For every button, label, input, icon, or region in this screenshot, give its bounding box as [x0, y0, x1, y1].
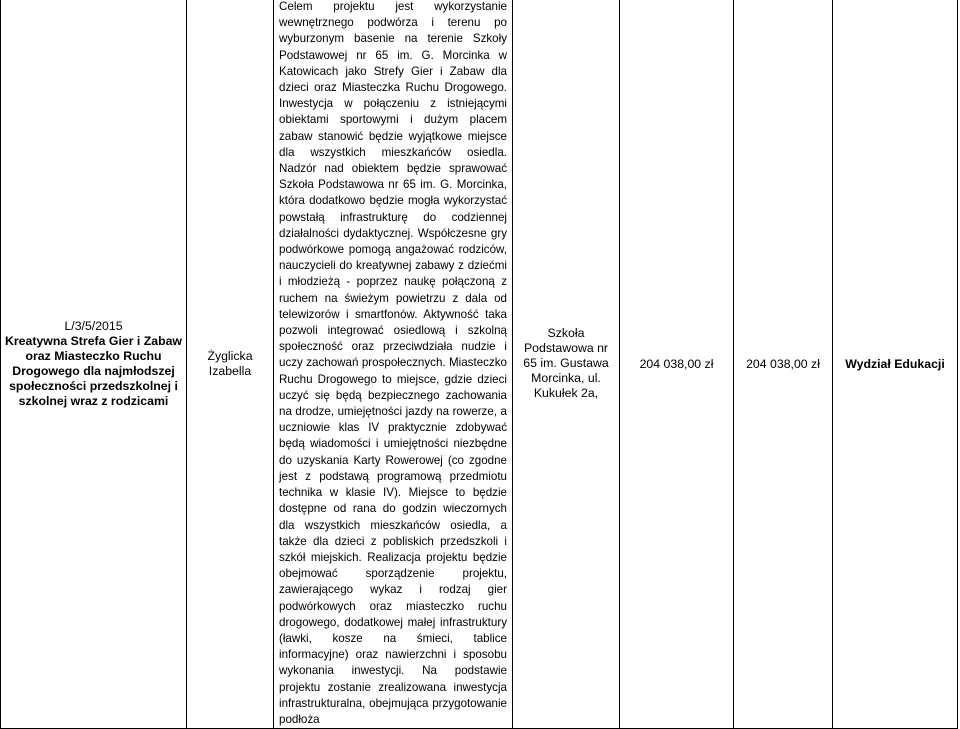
project-location: Szkoła Podstawowa nr 65 im. Gustawa Morcinka, ul. Kukułek 2a,: [523, 326, 609, 401]
location-cell: [513, 0, 620, 729]
project-description: Celem projektu jest wykorzystanie wewnętrznego podwórza i terenu po wyburzonym basenie na terenie Szkoły Podstawowej nr 65 im. G. Morcinka w Katowicach jako Strefy Gier i Zabaw dla dzieci oraz Miasteczka Ruchu Drogowego. Inwestycja w połączeniu z istniejącymi obiektami sportowymi i dużym placem zabaw stanowić będzie wyjątkowe miejsce dla wszystkich mieszkańców osiedla. Nadzór nad obiektem będzie sprawować Szkoła Podstawowa nr 65 im. G. Morcinka, która dodatkowo będzie mogła wykorzystać powstałą infrastrukturę do codziennej działalności dydaktycznej. Współczesne gry podwórkowe pomogą angażować rodziców, nauczycieli do kreatywnej zabawy z dziećmi i młodzieżą - poprzez naukę połączoną z ruchem na świeżym powietrzu z dala od telewizorów i smartfonów. Aktywność taka pozwoli integrować osiedlową i szkolną społeczność oraz przeciwdziała nudzie i uczy zachowań prospołecznych. Miasteczko Ruchu Drogowego to miejsce, gdzie dzieci uczyć się będą bezpiecznego zachowania na drodze, umiejętności jazdy na rowerze, a uczniowie klas IV praktycznie zdobywać będą wiadomości i umiejętności niezbędne do uzyskania Karty Rowerowej (co zgodne jest z podstawą programową przedmiotu technika w klasie IV). Miejsce to będzie dostępne od rana do godzin wieczornych dla wszystkich mieszkańców osiedla, a także dla dzieci z pobliskich przedszkoli i szkół miejskich. Realizacja projektu będzie obejmować sporządzenie projektu, zawierającego wykaz i rodzaj gier podwórkowych oraz miasteczko ruchu drogowego, dodatkowej małej infrastruktury (ławki, kosze na śmieci, tablice informacyjne) oraz nawierzchni i sposobu wykonania inwestycji. Na podstawie projektu zostanie zrealizowana inwestycja infrastrukturalna, obejmująca przygotowanie podłoża: [279, 0, 507, 726]
verified-cost: 204 038,00 zł: [746, 356, 820, 371]
department-name: Wydział Edukacji: [845, 356, 945, 371]
project-code: L/3/5/2015: [64, 318, 123, 333]
description-cell: [274, 0, 513, 729]
cost-cell-1: [620, 0, 734, 729]
project-title: Kreatywna Strefa Gier i Zabaw oraz Miasteczko Ruchu Drogowego dla najmłodszej społeczności przedszkolnej i szkolnej wraz z rodzicami: [5, 333, 183, 408]
estimated-cost: 204 038,00 zł: [639, 356, 714, 371]
department-cell: [833, 0, 958, 729]
project-name-cell: [1, 0, 187, 729]
author-cell: [187, 0, 274, 729]
table-row: [1, 0, 958, 729]
author-name: Żyglicka Izabella: [207, 348, 253, 378]
cost-cell-2: [734, 0, 833, 729]
